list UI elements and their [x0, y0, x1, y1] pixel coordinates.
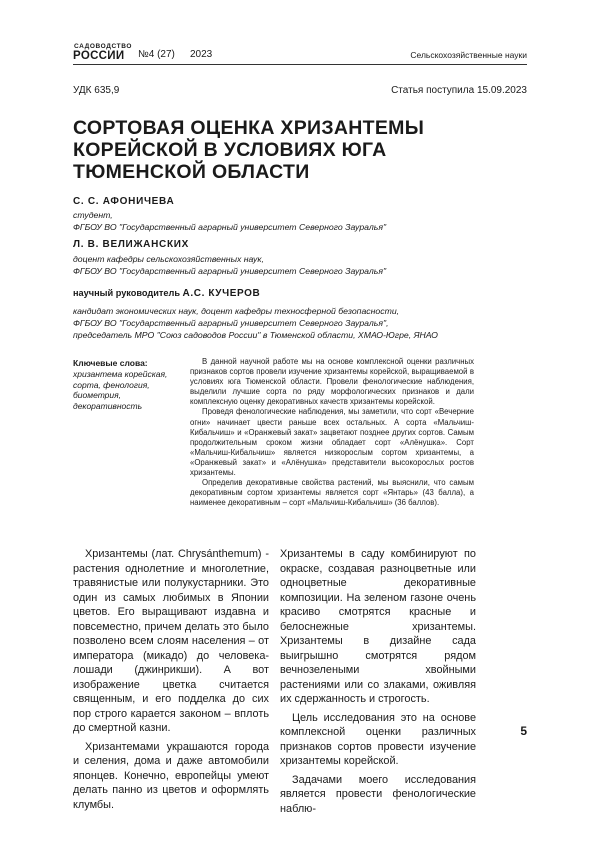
issue-number: №4 (27) — [138, 49, 175, 60]
body-paragraph: Хризантемы в саду комбинируют по окраске, создавая разноцветные или одноцветные декоративные композиции. На зеленом газоне очень красиво смотрятся красные и белоснежные хризантемы. Хризантемы в дизайне сада выигрышно смотрятся рядом вечнозелеными хвойными растениями или со злаками, оживляя их сдержанность и строгость. — [280, 548, 476, 705]
title-line: КОРЕЙСКОЙ В УСЛОВИЯХ ЮГА — [73, 139, 387, 161]
journal-logo-bottom: РОССИИ — [73, 50, 125, 62]
affiliation-line: ФГБОУ ВО "Государственный аграрный университет Северного Зауралья" — [73, 222, 387, 232]
abstract-paragraph: Определив декоративные свойства растений, мы выяснили, что самым декоративным сортом хризантемы является сорт «Янтарь» (43 балла), а наименее декоративным – сорт «Мальчиш-Кибальчиш» (36 баллов). — [190, 478, 474, 508]
affiliation-line: председатель МРО "Союз садоводов России" в Тюменской области, ХМАО-Югре, ЯНАО — [73, 330, 438, 340]
author-affiliation — [73, 209, 533, 233]
body-paragraph: Хризантемами украшаются города и селения, дома и даже автомобили японцев. Конечно, европейцы умеют делать панно из цветов и оформлять клумбы. — [73, 740, 269, 811]
keyword-item: сорта, фенология, — [73, 379, 150, 390]
supervisor-name: А.С. КУЧЕРОВ — [182, 288, 261, 299]
body-paragraph: Хризантемы (лат. Chrysánthemum) - растения однолетние и многолетние, травянистые или полукустарники. Это один из самых любимых в Японии цветов. Его выращивают издавна и повсеместно, причем делать это было позволено всем слоям населения – от императора (микадо) до человека-лошади (джинрикши). А вот изображение цветка считается священным, и его подделка до сих пор строго карается законом – вплоть до смертной казни. — [73, 548, 269, 734]
udk-code: УДК 635,9 — [73, 85, 120, 96]
body-column-left — [73, 547, 269, 812]
author-name: Л. В. ВЕЛИЖАНСКИХ — [73, 239, 190, 250]
abstract — [190, 357, 474, 508]
supervisor-affiliation — [73, 305, 533, 341]
author-name: С. С. АФОНИЧЕВА — [73, 196, 175, 207]
affiliation-line: кандидат экономических наук, доцент кафедры техносферной безопасности, — [73, 306, 400, 316]
affiliation-line: ФГБОУ ВО "Государственный аграрный университет Северного Зауралья", — [73, 318, 389, 328]
supervisor-label: научный руководитель — [73, 288, 180, 298]
article-title — [73, 117, 533, 183]
abstract-paragraph: Проведя фенологические наблюдения, мы заметили, что сорт «Вечерние огни» начинает цвести раньше всех остальных. А сорта «Мальчиш-Кибальчиш» и «Оранжевый закат» зацветают позднее других сортов. Самым продолжительным сроком жизни обладает сорт «Алёнушка». Сорт «Мальчиш-Кибальчиш» является низкорослым сортом хризантемы, а «Оранжевый закат» и «Алёнушка» представители высокорослых ростов хризантемы. — [190, 407, 474, 478]
title-line: ТЮМЕНСКОЙ ОБЛАСТИ — [73, 161, 310, 183]
issue-year: 2023 — [190, 49, 213, 60]
header-divider — [73, 64, 527, 65]
affiliation-line: ФГБОУ ВО "Государственный аграрный университет Северного Зауралья" — [73, 266, 387, 276]
journal-logo-top: САДОВОДСТВО — [74, 43, 132, 50]
affiliation-line: студент, — [73, 210, 113, 220]
author-affiliation — [73, 253, 533, 277]
page-number: 5 — [520, 724, 527, 738]
body-column-right — [280, 547, 476, 816]
keyword-item: хризантема корейская, — [73, 369, 168, 379]
keywords-list — [73, 369, 173, 411]
received-date: Статья поступила 15.09.2023 — [391, 85, 527, 96]
abstract-paragraph: В данной научной работе мы на основе комплексной оценки различных признаков сортов провели изучение хризантемы корейской, выращиваемой в условиях юга Тюменской области. Провели фенологические наблюдения, выделили лучшие сорта по ряду морфологических признаков и дали комплексную оценку декоративных качеств хризантемы корейской. — [190, 357, 474, 407]
section-name: Сельскохозяйственные науки — [410, 50, 527, 60]
keyword-item: декоративность — [73, 400, 143, 411]
affiliation-line: доцент кафедры сельскохозяйственных наук, — [73, 254, 264, 264]
body-paragraph: Задачами моего исследования является провести фенологические наблю- — [280, 773, 476, 815]
supervisor — [73, 289, 260, 299]
title-line: СОРТОВАЯ ОЦЕНКА ХРИЗАНТЕМЫ — [73, 117, 425, 139]
body-paragraph: Цель исследования это на основе комплексной оценки различных признаков сортов провести изучение хризантемы корейской. — [280, 711, 476, 767]
keywords-heading: Ключевые слова: — [73, 358, 148, 368]
keyword-item: биометрия, — [73, 390, 122, 400]
